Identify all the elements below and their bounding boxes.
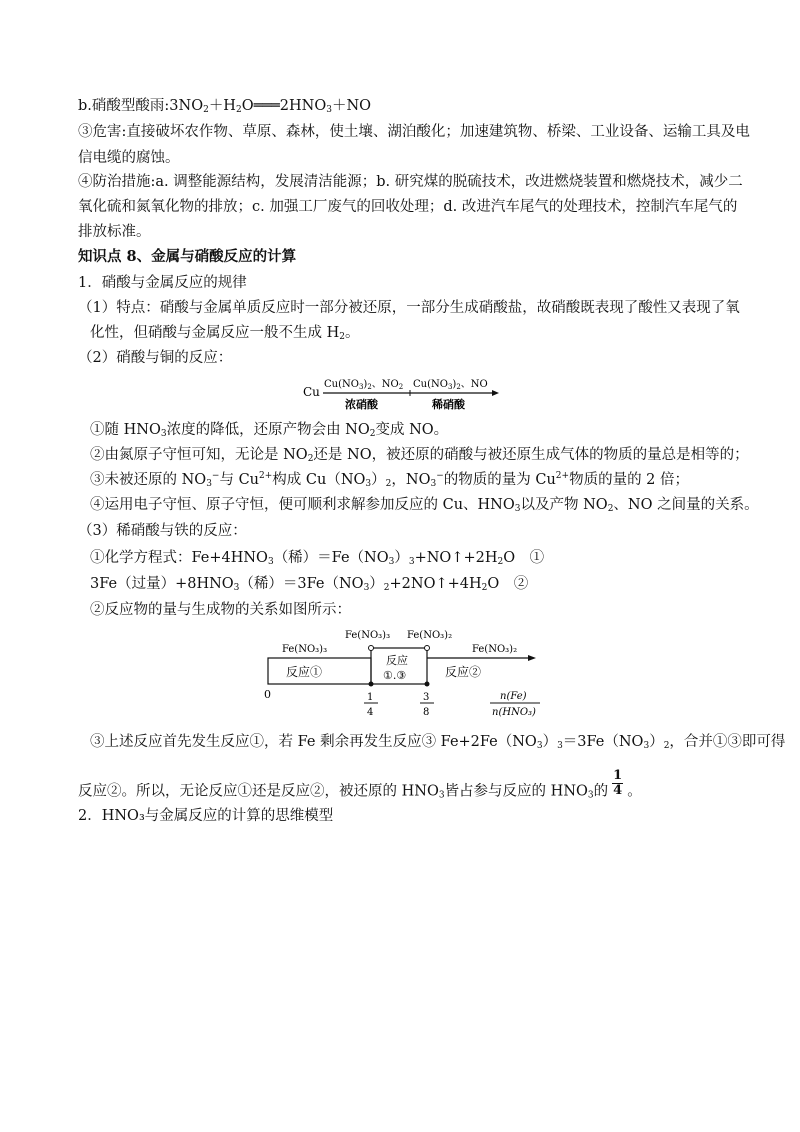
text: ③未被还原的 NO: [90, 472, 207, 488]
text: ①随 HNO: [90, 422, 161, 438]
text: 3Fe（过量）+8HNO: [90, 576, 234, 592]
label-left: Fe(NO₃)₃: [282, 644, 328, 655]
text: （稀）＝3Fe（NO: [239, 576, 364, 592]
text: ）: [542, 734, 558, 750]
text: ①化学方程式：Fe+4HNO: [90, 550, 268, 566]
text: 、NO 之间量的关系。: [613, 497, 759, 513]
iron-heading: （3）稀硝酸与铁的反应：: [78, 523, 247, 539]
harm-line-2: 信电缆的腐蚀。: [78, 150, 180, 166]
text: 皆占参与反应的 HNO: [444, 783, 588, 800]
text: b.硝酸型酸雨:3NO: [78, 98, 204, 114]
copper-point-1: ①随 $HNO_3$浓度的降低，还原产物会由 $NO_2$变成 NO。: [90, 422, 449, 439]
copper-heading: （2）硝酸与铜的反应：: [78, 350, 233, 366]
box2-label-top: 反应: [386, 654, 408, 667]
cu-label: Cu: [303, 385, 320, 399]
text: 构成 Cu（NO: [272, 472, 366, 488]
text: 的物质的量为 Cu: [443, 472, 556, 488]
point-mid2: [425, 646, 430, 651]
iron-relation-text: ②反应物的量与生成物的关系如图所示：: [90, 602, 351, 618]
text: 浓度的降低，还原产物会由 NO: [166, 422, 370, 438]
text: 变成 NO。: [375, 422, 449, 438]
copper-reaction-diagram: [300, 373, 510, 413]
box3-label: 反应②: [445, 665, 482, 679]
text: ③上述反应首先发生反应①，若 Fe 剩余再发生反应③ Fe+2Fe（NO: [90, 734, 537, 750]
iron-equation-1: ①化学方程式：$Fe+4HNO_3$（稀）$=Fe(NO_3)_3+NO↑+2H_2O$ ①: [90, 550, 545, 567]
text: 4: [613, 783, 623, 798]
copper-point-2: ②由氮原子守恒可知，无论是 $NO_2$还是 NO，被还原的硝酸与被还原生成气体的物质的量总是相等的；: [90, 447, 749, 464]
text: ＋NO: [331, 98, 372, 114]
iron-reaction-diagram: [260, 626, 550, 724]
label-mid1: Fe(NO₃)₃: [345, 630, 391, 641]
conc-acid-label: 浓硝酸: [345, 398, 378, 411]
text: ＋H: [208, 98, 236, 114]
text: 还是 NO，被还原的硝酸与被还原生成气体的物质的量总是相等的；: [313, 447, 749, 463]
text: O ①: [503, 550, 545, 566]
text: ）: [371, 472, 386, 488]
text: +NO↑+2H: [414, 550, 498, 566]
harm-line-1: ③危害:直接破坏农作物、草原、森林，使土壤、湖泊酸化；加速建筑物、桥梁、工业设备、运输工具及电: [78, 124, 750, 140]
prevention-line-2: 氧化硫和氮氧化物的排放；c. 加强工厂废气的回收处理；d. 改进汽车尾气的处理技术，控制汽车尾气的: [78, 199, 738, 215]
tick2-num: 3: [423, 692, 430, 703]
text: 化性，但硝酸与金属反应一般不生成 H: [90, 325, 340, 341]
text: 与 Cu: [219, 472, 260, 488]
text: ）: [394, 550, 409, 566]
fraction-quarter: [612, 769, 623, 798]
text: ＝3Fe（NO: [562, 734, 644, 750]
rule-heading: 1．硝酸与金属反应的规律: [78, 275, 247, 291]
text: O ②: [487, 576, 529, 592]
svg-text:Cu(NO3)2、NO: $Cu(NO_3)_2$、NO: [413, 379, 488, 391]
prevention-line-3: 排放标准。: [78, 224, 151, 240]
nitric-acid-rain-line: b.硝酸型酸雨$:3NO_2+H_2O═══2HNO_3+NO$: [78, 98, 372, 115]
text: ，NO: [391, 472, 431, 488]
tick1-num: 1: [367, 692, 374, 703]
axis-num: n(Fe): [500, 691, 527, 702]
text: +2NO↑+4H: [389, 576, 482, 592]
dilute-acid-label: 稀硝酸: [432, 398, 465, 411]
label-mid2: Fe(NO₃)₂: [407, 630, 453, 641]
iron-equation-2: 3Fe（过量）$+8HNO_3$（稀）$=3Fe(NO_3)_2+2NO↑+4H_2O$ ②: [90, 576, 529, 593]
copper-point-3: ③未被还原的 $NO_3^-$与 $Cu^{2+}$构成 $Cu(NO_3)_2$，$NO_3^-$的物质的量为 $Cu^{2+}$物质的量的 2 倍；: [90, 471, 690, 489]
text: 。: [627, 783, 642, 800]
text: ，合并①③即可得: [669, 734, 786, 750]
arrow-head: [492, 390, 499, 396]
origin-label: 0: [264, 688, 271, 701]
text: ②由氮原子守恒可知，无论是 NO: [90, 447, 308, 463]
text: ）: [649, 734, 664, 750]
point-mid1-bottom: [369, 682, 374, 687]
section-8-title: 知识点 8、金属与硝酸反应的计算: [78, 248, 297, 265]
feature-line-2: 化性，但硝酸与金属反应一般不生成 $H_2$。: [90, 325, 360, 342]
text: 。: [345, 325, 360, 341]
axis-den: n(HNO₃): [492, 707, 536, 718]
svg-text:Cu(NO3)2、NO2: $Cu(NO_3)_2$、$NO_2$: [324, 379, 404, 391]
tick1-den: 4: [367, 707, 374, 718]
text: 反应②。所以，无论反应①还是反应②，被还原的 HNO: [78, 783, 439, 800]
text: ④运用电子守恒、原子守恒，便可顺利求解参加反应的 Cu、HNO: [90, 497, 515, 513]
text: O═══2HNO: [241, 98, 327, 114]
conclusion-line-1: ③上述反应首先发生反应①，若 Fe 剩余再发生反应③ $Fe+2Fe(NO_3)_3=3Fe(NO_3)_2$，合并①③即可得: [90, 734, 786, 751]
prevention-line-1: ④防治措施:a. 调整能源结构，发展清洁能源；b. 研究煤的脱硫技术，改进燃烧装置和燃烧技术，减少二: [78, 174, 743, 190]
box1-label: 反应①: [286, 665, 323, 679]
text: 1: [613, 768, 623, 783]
text: ）: [369, 576, 384, 592]
model-heading: 2．HNO₃与金属反应的计算的思维模型: [78, 808, 334, 824]
copper-point-4: ④运用电子守恒、原子守恒，便可顺利求解参加反应的 Cu、$HNO_3$以及产物 $NO_2$、NO 之间量的关系。: [90, 497, 759, 514]
box2-label-bottom: ①.③: [383, 669, 407, 682]
feature-line-1: （1）特点：硝酸与金属单质反应时一部分被还原，一部分生成硝酸盐，故硝酸既表现了酸性又表现了氧: [78, 300, 740, 316]
conclusion-line-2: 反应②。所以，无论反应①还是反应②，被还原的 $HNO_3$皆占参与反应的 $HNO_3$的 $\frac{1}{4}$ 。: [78, 768, 642, 801]
label-right: Fe(NO₃)₂: [472, 644, 518, 655]
tick2-den: 8: [423, 707, 430, 718]
text: 的: [593, 783, 609, 800]
text: （稀）＝Fe（NO: [273, 550, 389, 566]
point-mid1: [369, 646, 374, 651]
arrow-head: [528, 655, 536, 661]
text: 物质的量的 2 倍；: [569, 472, 690, 488]
text: 以及产物 NO: [520, 497, 608, 513]
point-mid2-bottom: [425, 682, 430, 687]
